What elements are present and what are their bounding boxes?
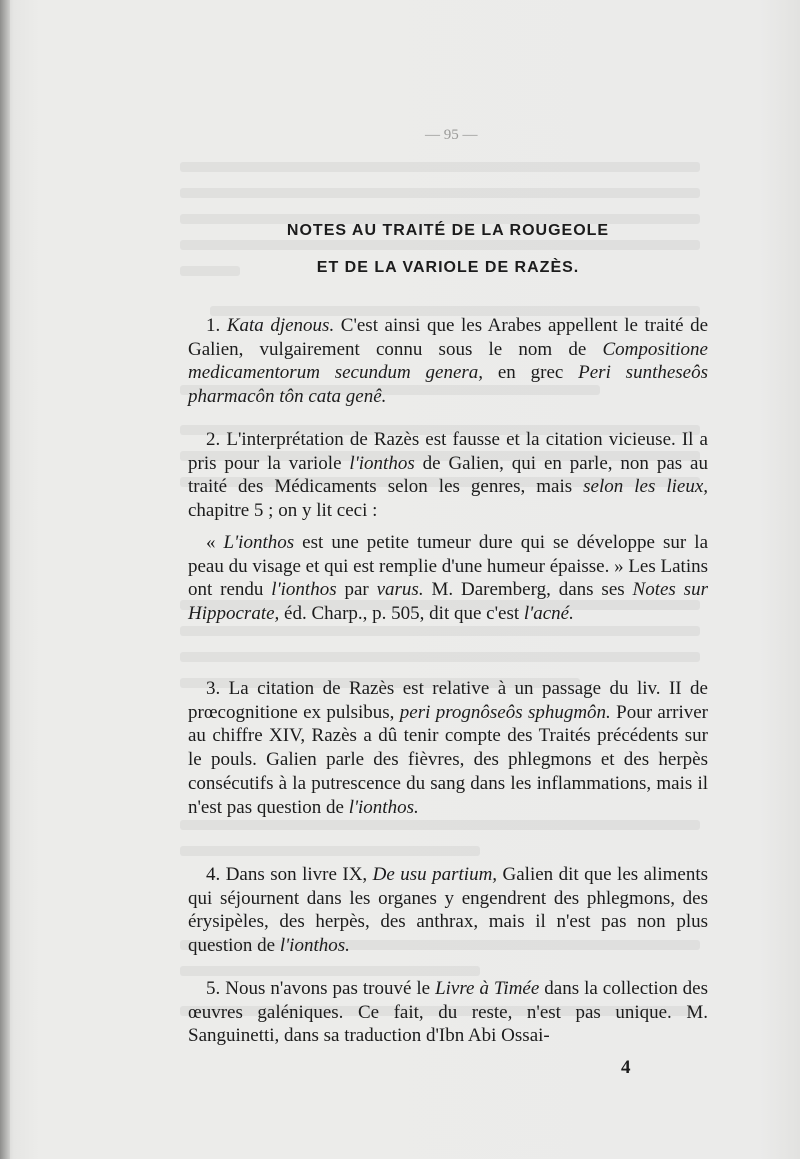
text-run: éd. Charp., p. 505, dit que c'est xyxy=(279,603,524,625)
italic-run: Compositione medicamentorum secundum genera, xyxy=(188,338,708,384)
text-run: chapitre 5 ; on y lit ceci : xyxy=(188,500,378,522)
note-paragraph xyxy=(188,314,708,409)
italic-run: Notes sur Hippocrate, xyxy=(188,579,708,625)
italic-run: Kata djenous. xyxy=(226,315,335,336)
note-2-quote xyxy=(188,531,708,626)
text-run: 4. Dans son livre IX, xyxy=(206,864,373,885)
chapter-title-line-2: ET DE LA VARIOLE DE RAZÈS. xyxy=(316,259,580,276)
text-run: « xyxy=(206,532,224,553)
note-1 xyxy=(188,314,708,409)
text-run: Galien dit que les aliments qui séjournent dans les organes y engendrent des phlegmons, des érysipèles, des herpès, des anthrax, mais il n'est pas non plus question de xyxy=(188,864,708,957)
note-3 xyxy=(188,677,708,819)
italic-run: l'ionthos. xyxy=(348,796,419,818)
running-page-number: — 95 — xyxy=(425,127,478,143)
text-run: de Galien, qui en parle, non pas au traité des Médicaments selon les genres, mais xyxy=(188,452,708,498)
italic-run: l'acné. xyxy=(523,603,574,625)
text-run: Pour arriver au chiffre XIV, Razès a dû tenir compte des Traités précédents sur le pouls. Galien parle des fièvres, des phlegmons et des herpès consécutifs à la putrescence du sang dans les inflammations, mais il n'est pas question de xyxy=(188,701,708,818)
text-run: 3. La citation de Razès est relative à un passage du liv. II de prœcognitione ex pulsibus, xyxy=(188,678,708,723)
italic-run: De usu partium, xyxy=(372,864,498,885)
text-run: dans la collection des œuvres galéniques. Ce fait, du reste, n'est pas unique. M. Sanguinetti, dans sa traduction d'Ibn Abi Ossai- xyxy=(188,978,708,1047)
note-paragraph xyxy=(188,977,708,1048)
note-paragraph xyxy=(188,428,708,523)
signature-mark: 4 xyxy=(621,1057,631,1078)
italic-run: l'ionthos xyxy=(349,452,415,474)
note-paragraph xyxy=(188,677,708,819)
italic-run: l'ionthos xyxy=(271,579,337,601)
italic-run: l'ionthos. xyxy=(279,935,350,957)
note-paragraph xyxy=(188,531,708,626)
italic-run: Livre à Timée xyxy=(435,978,540,999)
chapter-title-line-1: NOTES AU TRAITÉ DE LA ROUGEOLE xyxy=(286,222,610,239)
text-run: 5. Nous n'avons pas trouvé le xyxy=(206,978,436,999)
text-run: en grec xyxy=(483,362,579,384)
text-run: C'est ainsi que les Arabes appellent le traité de Galien, vulgairement connu sous le nom de xyxy=(188,315,709,360)
text-run: M. Daremberg, dans ses xyxy=(423,579,633,601)
italic-run: varus. xyxy=(376,579,424,601)
note-4 xyxy=(188,863,708,958)
italic-run: selon les lieux, xyxy=(583,476,709,498)
text-run: 2. L'interprétation de Razès est fausse et la citation vicieuse. Il a pris pour la variole xyxy=(188,429,708,474)
italic-run: L'ionthos xyxy=(223,532,295,553)
note-paragraph xyxy=(188,863,708,958)
text-run: par xyxy=(336,579,377,601)
text-run: 1. xyxy=(206,315,227,336)
page-binding-edge xyxy=(0,0,10,1159)
note-5 xyxy=(188,977,708,1048)
italic-run: peri prognôseôs sphugmôn. xyxy=(399,701,611,723)
italic-run: Peri suntheseôs pharmacôn tôn cata genê. xyxy=(188,362,708,408)
note-2 xyxy=(188,428,708,523)
text-run: est une petite tumeur dure qui se développe sur la peau du visage et qui est remplie d'une humeur épaisse. » Les Latins ont rendu xyxy=(188,532,709,601)
